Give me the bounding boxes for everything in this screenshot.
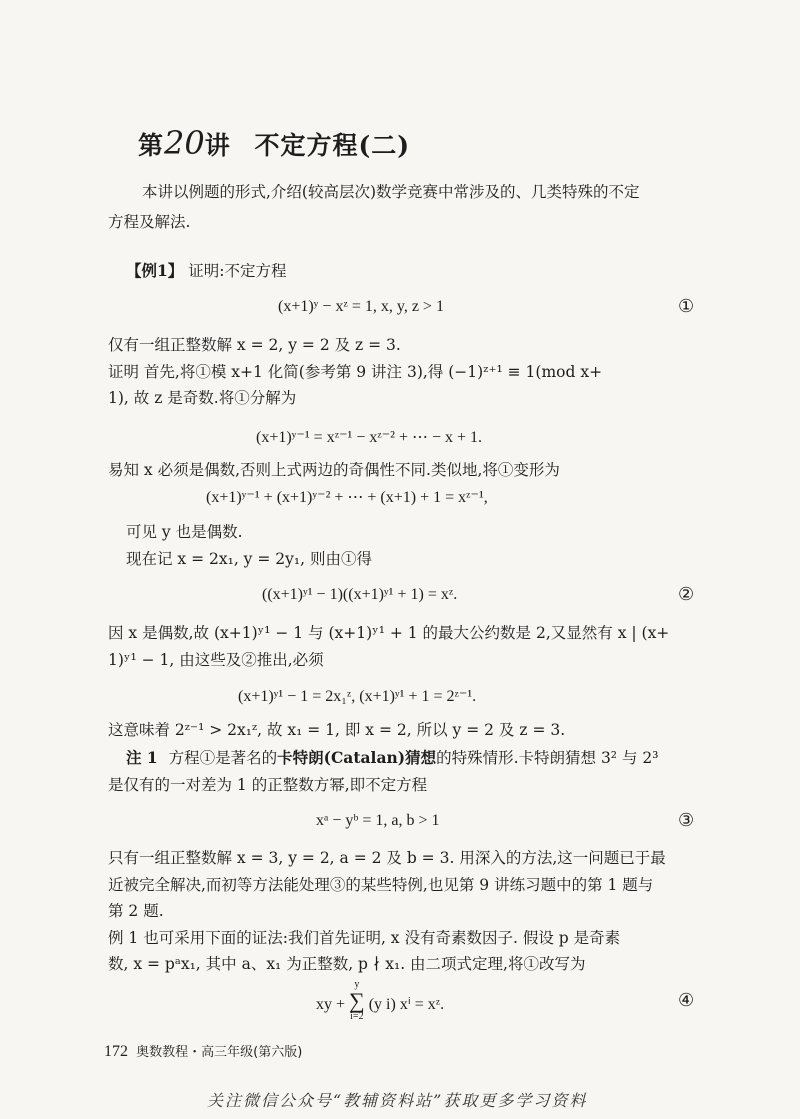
equation-1: (x+1)ʸ − xᶻ = 1, x, y, z > 1: [278, 298, 444, 315]
page-number: 172: [104, 1043, 128, 1060]
text-line: 这意味着 2ᶻ⁻¹ > 2x₁ᶻ, 故 x₁ = 1, 即 x = 2, 所以 y = 2 及 z = 3.: [108, 721, 566, 739]
equation-6: xᵃ − yᵇ = 1, a, b > 1: [316, 812, 440, 829]
text-line: 1), 故 z 是奇数.将①分解为: [108, 389, 297, 407]
text-line: 只有一组正整数解 x = 3, y = 2, a = 2 及 b = 3. 用深入的方法,这一问题已于最: [108, 849, 666, 867]
text-line: 数, x = pᵃx₁, 其中 a、x₁ 为正整数, p ∤ x₁. 由二项式定理,将①改写为: [108, 955, 586, 973]
text-line: 易知 x 必须是偶数,否则上式两边的奇偶性不同.类似地,将①变形为: [108, 461, 560, 479]
page-footer: [104, 1041, 302, 1061]
text-line: 现在记 x = 2x₁, y = 2y₁, 则由①得: [126, 550, 372, 568]
book-title: 奥数教程・高三年级(第六版): [136, 1045, 303, 1060]
intro-line-2: 方程及解法.: [108, 213, 191, 231]
text-line: 因 x 是偶数,故 (x+1)ʸ¹ − 1 与 (x+1)ʸ¹ + 1 的最大公约数是 2,又显然有 x | (x+: [108, 624, 670, 642]
text-line: 例 1 也可采用下面的证法:我们首先证明, x 没有奇素数因子. 假设 p 是奇素: [108, 929, 621, 947]
example-1-heading: 【例1】 证明:不定方程: [126, 261, 287, 280]
text-line: 仅有一组正整数解 x = 2, y = 2 及 z = 3.: [108, 336, 401, 354]
equation-7: xy + y ∑ i=2 (y i) xⁱ = xᶻ.: [316, 979, 445, 1022]
note-1: 注 1 方程①是著名的卡特朗(Catalan)猜想的特殊情形.卡特朗猜想 3² 与 2³: [126, 748, 659, 767]
equation-6-number: ③: [678, 810, 695, 831]
equation-4-number: ②: [678, 584, 695, 605]
equation-2: (x+1)ʸ⁻¹ = xᶻ⁻¹ − xᶻ⁻² + ⋯ − x + 1.: [256, 429, 483, 446]
text-line: 可见 y 也是偶数.: [126, 523, 243, 541]
equation-5: (x+1)ʸ¹ − 1 = 2x₁ᶻ, (x+1)ʸ¹ + 1 = 2ᶻ⁻¹.: [238, 688, 477, 705]
page-title: 第20讲 不定方程(二): [138, 124, 411, 162]
text-line: 1)ʸ¹ − 1, 由这些及②推出,必须: [108, 651, 324, 669]
text-line: 近被完全解决,而初等方法能处理③的某些特例,也见第 9 讲练习题中的第 1 题与: [108, 876, 654, 894]
equation-7-number: ④: [678, 990, 695, 1011]
equation-1-number: ①: [678, 296, 695, 317]
text-line: 第 2 题.: [108, 902, 164, 920]
equation-3: (x+1)ʸ⁻¹ + (x+1)ʸ⁻² + ⋯ + (x+1) + 1 = xᶻ⁻¹,: [206, 489, 488, 506]
text-line: 证明 首先,将①模 x+1 化简(参考第 9 讲注 3),得 (−1)ᶻ⁺¹ ≡ 1(mod x+: [108, 363, 603, 381]
text-line: 是仅有的一对差为 1 的正整数方幂,即不定方程: [108, 776, 428, 794]
watermark: 关注微信公众号“教辅资料站”获取更多学习资料: [207, 1091, 588, 1110]
equation-4: ((x+1)ʸ¹ − 1)((x+1)ʸ¹ + 1) = xᶻ.: [262, 586, 458, 603]
intro-line-1: 本讲以例题的形式,介绍(较高层次)数学竞赛中常涉及的、几类特殊的不定: [142, 183, 640, 201]
